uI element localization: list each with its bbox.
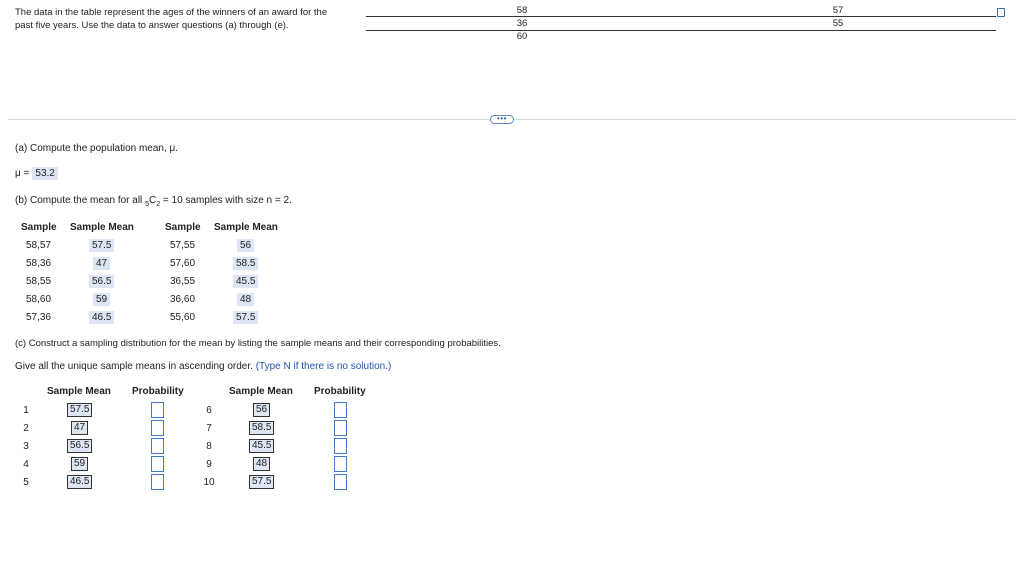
mu-answer-value[interactable]: 53.2 [32, 167, 57, 180]
sample-cell: 36,60 [170, 294, 196, 305]
row-number: 9 [206, 459, 212, 470]
row-number: 10 [203, 477, 215, 488]
row-number: 2 [23, 423, 29, 434]
problem-intro [15, 6, 355, 32]
sample-cell: 58,60 [26, 294, 52, 305]
data-cell: 55 [832, 18, 844, 29]
part-c-instruction-line [15, 361, 391, 372]
probability-input[interactable] [334, 420, 347, 436]
data-cell: 58 [516, 5, 528, 16]
mean-input[interactable]: 45.5 [249, 439, 274, 453]
data-cell: 60 [516, 31, 528, 42]
data-table-rule-1 [366, 16, 996, 17]
intro-line-1: The data in the table represent the ages of the winners of an award for the [15, 7, 328, 18]
more-button[interactable]: ••• [490, 115, 514, 124]
part-c-question: (c) Construct a sampling distribution for the mean by listing the sample means and their corresponding probabilities. [15, 338, 501, 349]
probability-input[interactable] [334, 438, 347, 454]
sample-mean-cell[interactable]: 57.5 [233, 311, 258, 324]
probability-input[interactable] [151, 474, 164, 490]
probability-input[interactable] [151, 402, 164, 418]
part-b-prefix: (b) Compute the mean for all [15, 195, 146, 206]
row-number: 6 [206, 405, 212, 416]
data-table-rule-2 [366, 30, 996, 31]
row-number: 8 [206, 441, 212, 452]
data-cell: 57 [832, 5, 844, 16]
mean-input[interactable]: 48 [253, 457, 270, 471]
probability-input[interactable] [151, 420, 164, 436]
header-mean-left: Sample Mean [70, 222, 134, 233]
sample-mean-cell[interactable]: 45.5 [233, 275, 258, 288]
mean-input[interactable]: 56 [253, 403, 270, 417]
combo-n: 5 [145, 201, 149, 208]
mean-input[interactable]: 46.5 [67, 475, 92, 489]
mean-input[interactable]: 57.5 [249, 475, 274, 489]
part-b-question [15, 195, 292, 208]
header-mean-right: Sample Mean [229, 386, 293, 397]
sample-mean-cell[interactable]: 57.5 [89, 239, 114, 252]
sample-mean-cell[interactable]: 59 [93, 293, 110, 306]
sample-cell: 58,57 [26, 240, 52, 251]
sample-mean-cell[interactable]: 46.5 [89, 311, 114, 324]
intro-line-2: past five years. Use the data to answer questions (a) through (e). [15, 20, 289, 31]
sample-mean-cell[interactable]: 47 [93, 257, 110, 270]
sample-cell: 58,55 [26, 276, 52, 287]
mean-input[interactable]: 59 [71, 457, 88, 471]
probability-input[interactable] [334, 456, 347, 472]
probability-input[interactable] [151, 438, 164, 454]
sample-cell: 57,60 [170, 258, 196, 269]
part-a-question: (a) Compute the population mean, μ. [15, 143, 179, 154]
part-c-hint: (Type N if there is no solution.) [255, 361, 392, 372]
mean-input[interactable]: 56.5 [67, 439, 92, 453]
sample-cell: 36,55 [170, 276, 196, 287]
header-mean-left: Sample Mean [47, 386, 111, 397]
sample-cell: 58,36 [26, 258, 52, 269]
probability-input[interactable] [334, 474, 347, 490]
part-c-instruction: Give all the unique sample means in ascending order. [15, 361, 253, 372]
row-number: 3 [23, 441, 29, 452]
mu-label: μ = [15, 168, 30, 179]
mu-answer-line [15, 167, 58, 180]
probability-input[interactable] [151, 456, 164, 472]
row-number: 7 [206, 423, 212, 434]
sample-cell: 57,36 [26, 312, 52, 323]
sample-mean-cell[interactable]: 56.5 [89, 275, 114, 288]
header-prob-right: Probability [314, 386, 366, 397]
sample-cell: 57,55 [170, 240, 196, 251]
header-prob-left: Probability [132, 386, 184, 397]
part-b-suffix: = 10 samples with size n = 2. [160, 195, 292, 206]
row-number: 5 [23, 477, 29, 488]
sample-mean-cell[interactable]: 56 [237, 239, 254, 252]
sample-cell: 55,60 [170, 312, 196, 323]
sample-mean-cell[interactable]: 58.5 [233, 257, 258, 270]
header-sample-right: Sample [165, 222, 201, 233]
combo-r: 2 [156, 201, 161, 208]
mean-input[interactable]: 58.5 [249, 421, 274, 435]
header-mean-right: Sample Mean [214, 222, 278, 233]
copy-icon[interactable] [997, 8, 1005, 17]
mean-input[interactable]: 47 [71, 421, 88, 435]
row-number: 4 [23, 459, 29, 470]
data-cell: 36 [516, 18, 528, 29]
probability-input[interactable] [334, 402, 347, 418]
mean-input[interactable]: 57.5 [67, 403, 92, 417]
header-sample-left: Sample [21, 222, 57, 233]
row-number: 1 [23, 405, 29, 416]
combo-c: C [148, 195, 157, 206]
sample-mean-cell[interactable]: 48 [237, 293, 254, 306]
